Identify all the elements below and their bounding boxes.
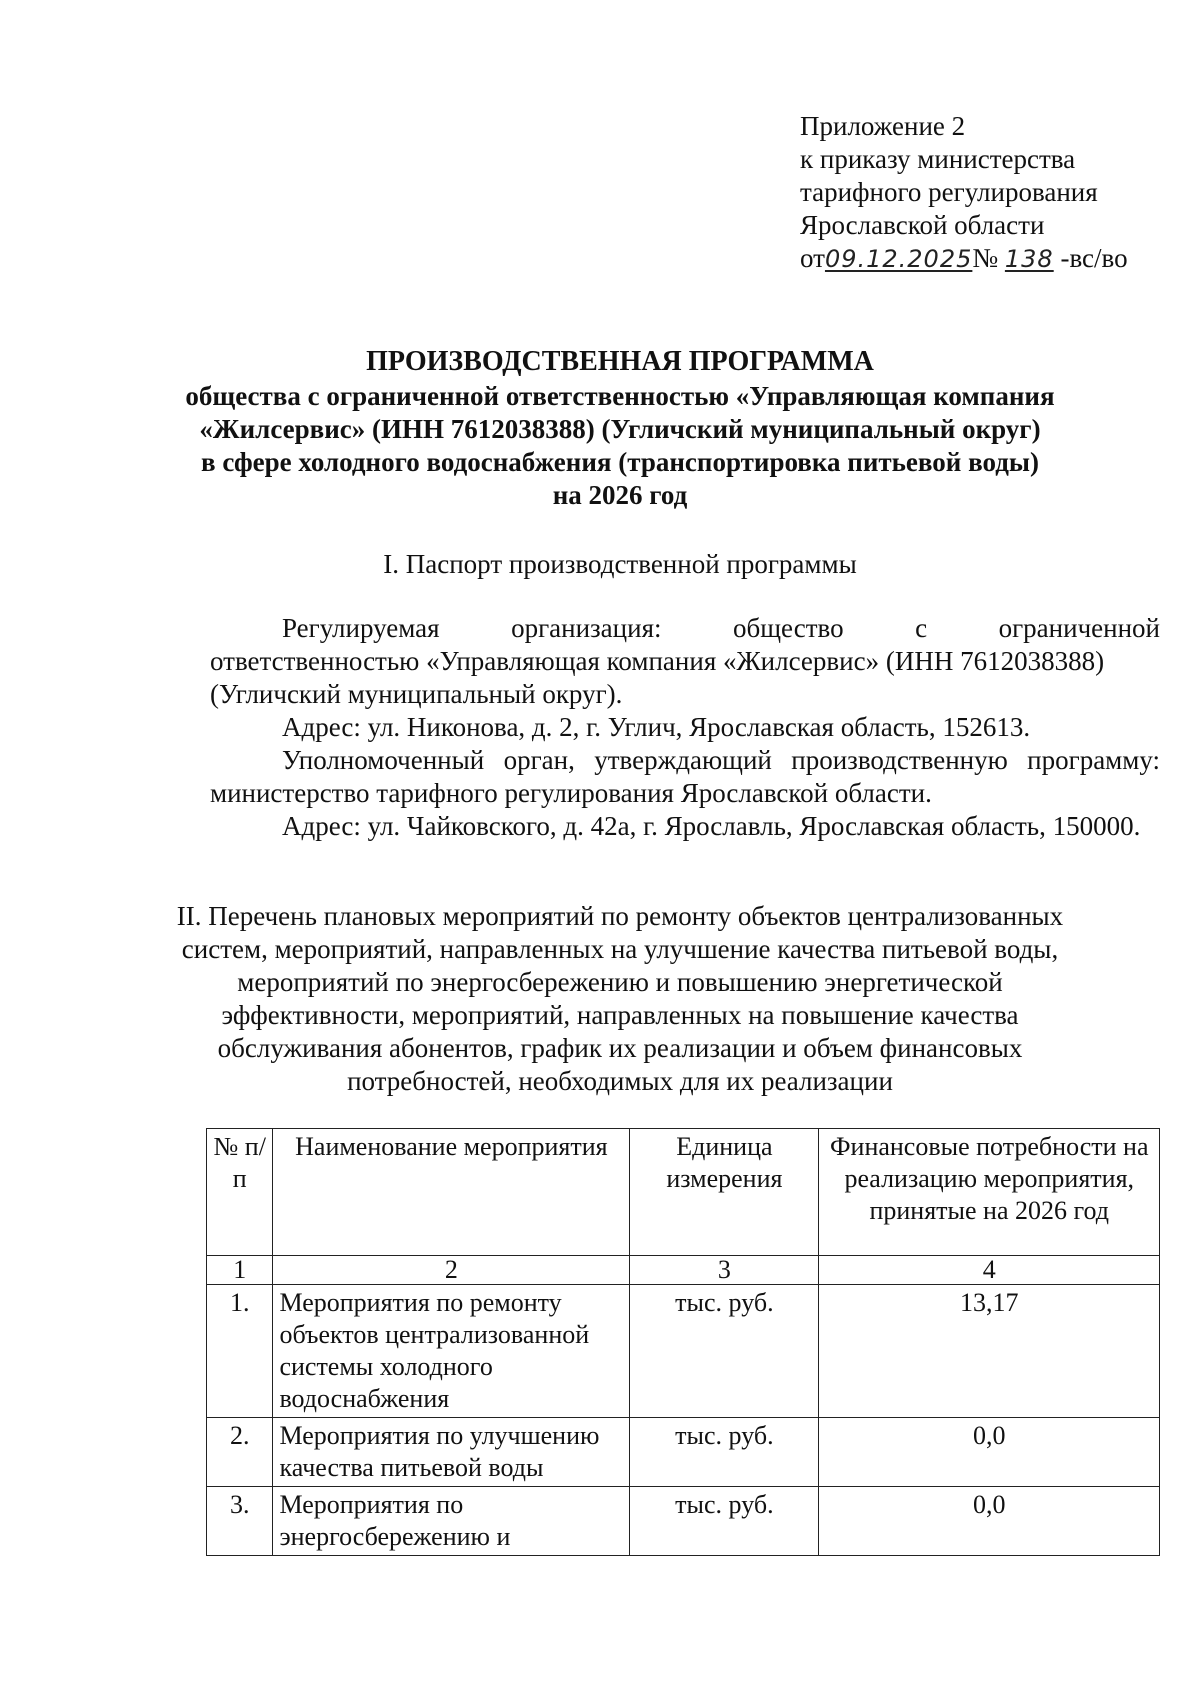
section-2-heading (160, 900, 1080, 1098)
program-title (180, 345, 1060, 512)
organization-line-3: (Угличский муниципальный округ). (210, 679, 623, 709)
activities-table (206, 1128, 1160, 1556)
row-activity-name: Мероприятия по энергосбережению и (273, 1487, 630, 1556)
section-2-heading-line: эффективности, мероприятий, направленных на повышение качества (221, 1000, 1019, 1030)
from-prefix: от (800, 243, 825, 273)
section-1-heading: I. Паспорт производственной программы (383, 549, 857, 579)
table-row (207, 1418, 1160, 1487)
title-line-2: общества с ограниченной ответственностью «Управляющая компания (185, 381, 1055, 411)
appendix-line-3: тарифного регулирования (800, 177, 1098, 207)
org-word: общество (733, 613, 844, 643)
header-unit: Единица измерения (630, 1129, 819, 1256)
appendix-block (800, 110, 1180, 276)
header-financial-needs: Финансовые потребности на реализацию мероприятия, принятые на 2026 год (819, 1129, 1160, 1256)
title-line-3: «Жилсервис» (ИНН 7612038388) (Угличский муниципальный округ) (199, 414, 1041, 444)
passport-section (210, 612, 1160, 843)
handwritten-date: 09.12.2025 (824, 245, 973, 273)
section-2-heading-line: потребностей, необходимых для их реализации (347, 1066, 893, 1096)
org-word: ограниченной (998, 613, 1160, 643)
row-activity-name: Мероприятия по ремонту объектов централизованной системы холодного водоснабжения (273, 1285, 630, 1418)
org-word: с (915, 613, 928, 643)
column-number: 2 (273, 1256, 630, 1285)
authority-text: Уполномоченный орган, утверждающий производственную программу: министерство тарифного регулирования Ярославской области. (210, 745, 1160, 808)
section-2-heading-line: систем, мероприятий, направленных на улучшение качества питьевой воды, (181, 934, 1059, 964)
column-number: 3 (630, 1256, 819, 1285)
appendix-line-2: к приказу министерства (800, 144, 1076, 174)
organization-address: Адрес: ул. Никонова, д. 2, г. Углич, Ярославская область, 152613. (282, 712, 1031, 742)
authority-address: Адрес: ул. Чайковского, д. 42а, г. Ярославль, Ярославская область, 150000. (282, 811, 1141, 841)
column-number: 1 (207, 1256, 273, 1285)
appendix-order-line (800, 242, 1180, 276)
table-header-row (207, 1129, 1160, 1256)
org-word: Регулируемая (282, 613, 440, 643)
column-number-row (207, 1256, 1160, 1285)
table-row (207, 1487, 1160, 1556)
row-number: 2. (207, 1418, 273, 1487)
title-line-5: на 2026 год (552, 480, 688, 510)
appendix-line-1: Приложение 2 (800, 111, 966, 141)
section-2-heading-line: мероприятий по энергосбережению и повышению энергетической (237, 967, 1003, 997)
row-number: 1. (207, 1285, 273, 1418)
organization-line-1 (210, 612, 1160, 645)
row-value: 13,17 (819, 1285, 1160, 1418)
org-word: организация: (511, 613, 662, 643)
title-main: ПРОИЗВОДСТВЕННАЯ ПРОГРАММА (366, 346, 874, 377)
section-2-heading-line: обслуживания абонентов, график их реализации и объем финансовых (217, 1033, 1023, 1063)
number-prefix: № (972, 243, 999, 273)
section-2-heading-line: II. Перечень плановых мероприятий по ремонту объектов централизованных (176, 901, 1064, 931)
appendix-line-4: Ярославской области (800, 210, 1045, 240)
row-unit: тыс. руб. (630, 1487, 819, 1556)
row-number: 3. (207, 1487, 273, 1556)
row-unit: тыс. руб. (630, 1285, 819, 1418)
row-value: 0,0 (819, 1487, 1160, 1556)
row-activity-name: Мероприятия по улучшению качества питьевой воды (273, 1418, 630, 1487)
order-suffix: -вс/во (1060, 243, 1128, 273)
table-row (207, 1285, 1160, 1418)
title-line-4: в сфере холодного водоснабжения (транспортировка питьевой воды) (201, 447, 1039, 477)
row-unit: тыс. руб. (630, 1418, 819, 1487)
column-number: 4 (819, 1256, 1160, 1285)
organization-line-2: ответственностью «Управляющая компания «Жилсервис» (ИНН 7612038388) (210, 646, 1105, 676)
header-number: № п/п (207, 1129, 273, 1256)
handwritten-number: 138 (1004, 245, 1054, 273)
row-value: 0,0 (819, 1418, 1160, 1487)
header-activity-name: Наименование мероприятия (273, 1129, 630, 1256)
